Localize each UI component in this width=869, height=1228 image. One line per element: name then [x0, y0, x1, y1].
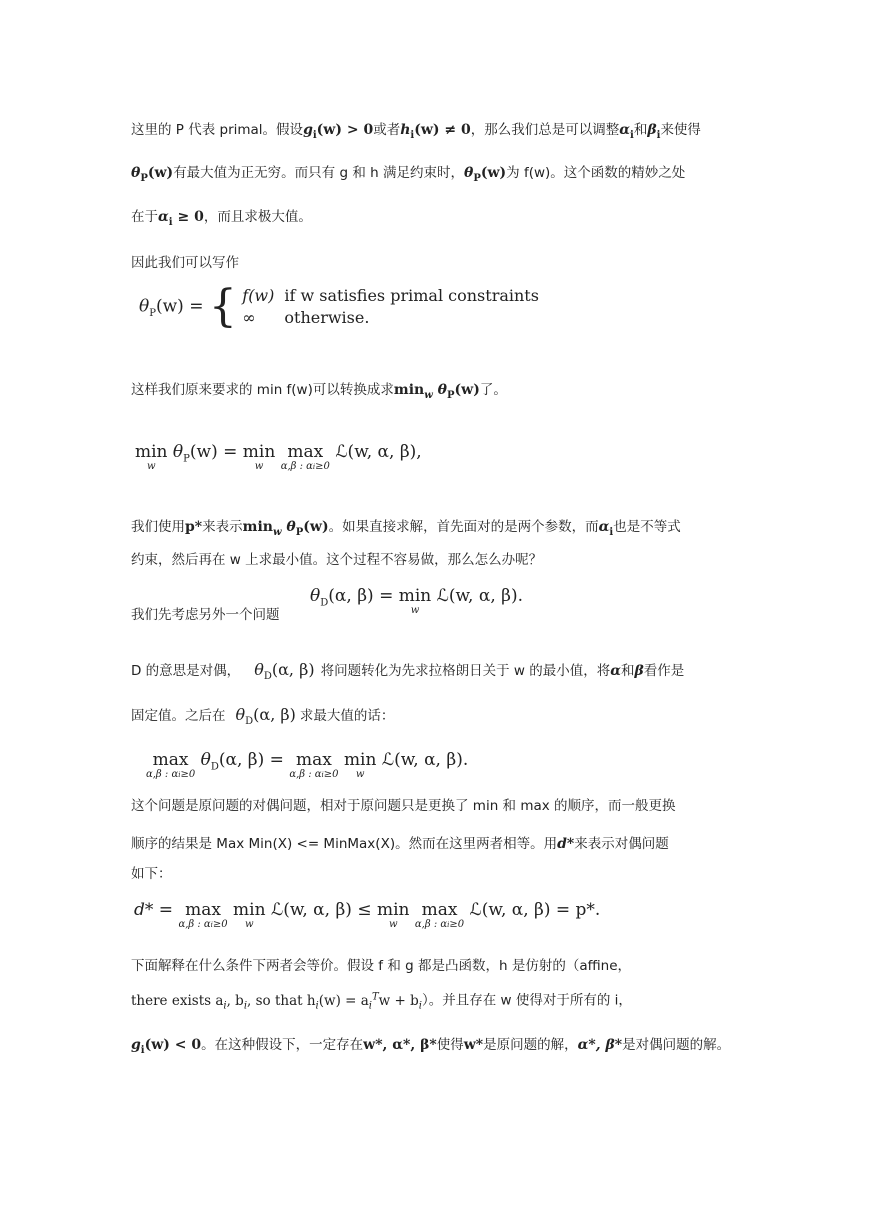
op-text: min: [242, 442, 276, 462]
math-sub: i: [140, 1044, 145, 1056]
math-g-symbol: g: [131, 1037, 141, 1053]
math-theta: θ: [131, 165, 141, 181]
math-min-theta: [242, 519, 329, 538]
op-min: [243, 442, 276, 472]
op-text: min: [135, 442, 168, 462]
op-text: max: [296, 750, 332, 770]
math-sub: i: [609, 526, 614, 538]
math-sub: i: [223, 1000, 227, 1012]
eq-sub: D: [320, 597, 329, 609]
op-under: [281, 462, 330, 472]
op-under-ge: ≥0: [315, 461, 330, 472]
text: 使得: [436, 1037, 464, 1053]
op-under: [178, 920, 227, 930]
text: 这样我们原来要求的 min f(w)可以转换成求: [131, 382, 394, 398]
op-min: [377, 900, 410, 930]
text: 和: [633, 122, 648, 138]
paragraph-primal-line2: [131, 163, 741, 189]
text: 这里的 P 代表 primal。假设: [131, 122, 304, 138]
op-min: [233, 900, 266, 930]
math-h-inline: [400, 122, 471, 141]
op-under: [415, 920, 464, 930]
op-under-ge: ≥0: [449, 919, 465, 930]
math-sub: i: [243, 1000, 248, 1012]
case-condition: otherwise.: [284, 308, 370, 327]
eq-theta: θ: [310, 586, 321, 606]
paragraph-dual-meaning-line2: [131, 705, 741, 732]
math-sub: D: [245, 716, 254, 728]
text: 顺序的结果是 Max Min(X) <= MinMax(X)。然而在这里两者相等。用: [131, 836, 558, 852]
math-sub: i: [312, 129, 317, 141]
op-under-sub: i: [312, 463, 316, 471]
math-alpha-inline: [598, 519, 614, 538]
eq-mid: (α, β) =: [218, 750, 284, 770]
math-theta: θ: [463, 165, 474, 181]
op-under-ge: ≥0: [180, 769, 196, 780]
case-row: [242, 285, 549, 307]
paragraph-conditions-line2: [131, 987, 741, 1016]
equation-min-max-lagrangian: [135, 442, 422, 472]
math-affine: there exists $a_i$, $b_i$, so that $h_i(w) = a_i^Tw + b_i$: [131, 991, 422, 1012]
math-g-inline: [303, 122, 374, 141]
text: ）。并且存在 w 使得对于所有的 i，: [421, 992, 632, 1009]
math-rest: ≥ 0: [172, 209, 204, 225]
text: ，那么我们总是可以调整: [470, 122, 620, 138]
math-rest: (w) < 0: [144, 1037, 202, 1053]
math-optimal-vars: w*, α*, β*: [363, 1037, 437, 1053]
math-sub: w: [272, 526, 282, 538]
eq-mid: (α, β) =: [328, 586, 394, 606]
math-theta: θ: [254, 660, 264, 679]
text: 也是不等式: [613, 519, 681, 535]
op-max: [415, 900, 464, 930]
op-max: [146, 750, 195, 780]
math-sub: i: [630, 129, 634, 141]
math-d-star: d*: [557, 836, 575, 852]
math-sub: P: [447, 389, 455, 401]
text: 。如果直接求解，首先面对的是两个参数，而: [328, 519, 599, 535]
math-alpha: α: [158, 209, 169, 225]
equation-dual-problem: [146, 750, 468, 780]
op-min: [399, 586, 432, 616]
math-rest: (w): [303, 519, 329, 535]
math-alpha: α: [598, 519, 610, 535]
op-under-sub: i: [321, 771, 324, 779]
math-beta: β: [647, 122, 657, 138]
math-theta-p-inline: [131, 165, 174, 184]
op-under-text: α,β : α: [280, 461, 313, 472]
math-sub: P: [473, 172, 481, 184]
paragraph-conditions-line3: [131, 1035, 741, 1061]
op-under: w: [245, 919, 254, 930]
op-text: min: [343, 750, 377, 770]
paragraph-dual-explain: 这个问题是原问题的对偶问题，相对于原问题只是更换了 min 和 max 的顺序，而一般更换: [131, 798, 676, 814]
op-under-ge: ≥0: [323, 769, 339, 780]
text: 看作是: [643, 663, 685, 679]
math-text: , so that h: [247, 992, 316, 1009]
left-brace-icon: {: [208, 281, 237, 332]
math-min: min: [242, 519, 273, 535]
math-w-star: w*: [463, 1037, 484, 1053]
math-min: min: [393, 382, 425, 398]
math-alpha-ge-zero: [158, 209, 204, 228]
math-rest: (w) > 0: [316, 122, 374, 138]
paragraph-p-star-line2: 约束，然后再在 w 上求最小值。这个过程不容易做，那么怎么办呢？: [131, 552, 543, 568]
math-sub: w: [424, 389, 433, 401]
text: 固定值。之后在: [131, 708, 226, 724]
eq-sub: P: [149, 307, 156, 319]
op-under: w: [388, 919, 398, 930]
op-under: w: [254, 461, 264, 472]
op-under-sub: i: [210, 921, 213, 929]
text: 有最大值为正无穷。而只有 g 和 h 满足约束时，: [173, 165, 464, 181]
math-theta: θ: [286, 519, 296, 535]
math-text: , b: [226, 992, 244, 1009]
math-text: there exists a: [131, 992, 224, 1009]
paragraph-dual-explain-line3: 如下：: [131, 866, 172, 882]
op-under: w: [410, 605, 420, 616]
math-sub: i: [656, 129, 661, 141]
math-rest: (w): [147, 165, 174, 181]
math-theta-d-inline: $\theta_D(\alpha$, β): [254, 660, 315, 683]
text: 或者: [373, 122, 401, 138]
op-max: [178, 900, 227, 930]
equation-weak-duality: [134, 900, 600, 930]
op-under-text: α,β : α: [178, 919, 211, 930]
math-beta-inline: [647, 122, 661, 141]
paragraph-p-star: [131, 517, 741, 543]
text: 是原问题的解，: [483, 1037, 578, 1053]
op-under-text: α,β : α: [414, 919, 448, 930]
op-text: max: [185, 900, 221, 920]
math-p-star: p*: [185, 519, 203, 535]
op-under-sub: i: [178, 771, 181, 779]
math-sub: D: [263, 671, 272, 683]
math-alpha-beta-star: α*, β*: [577, 1037, 623, 1053]
math-theta-p-inline-2: [463, 165, 507, 184]
math-rest: (w): [480, 165, 507, 181]
op-text: min: [377, 900, 410, 920]
eq-lhs-rest: (w) =: [155, 296, 204, 317]
paragraph-consider: 我们先考虑另外一个问题: [131, 607, 280, 623]
paragraph-convert: [131, 380, 741, 406]
math-sub: i: [418, 1000, 422, 1012]
case-value: f(w): [242, 286, 275, 305]
math-sub: i: [368, 1000, 372, 1012]
math-theta: θ: [437, 382, 448, 398]
text: 我们使用: [131, 519, 185, 535]
op-under-text: α,β : α: [289, 769, 322, 780]
op-under-text: α,β : α: [146, 769, 179, 780]
eq-d-star: d* =: [134, 900, 174, 920]
math-sub: i: [168, 216, 173, 228]
op-text: max: [421, 900, 458, 920]
eq-sub: P: [183, 453, 190, 465]
text: 和: [620, 663, 635, 679]
eq-theta: θ: [200, 750, 211, 770]
op-min: [135, 442, 168, 472]
eq-lagrangian: ℒ(w, α, β),: [335, 442, 422, 462]
eq-lagrangian: ℒ(w, α, β).: [381, 750, 469, 770]
cases-table: [242, 285, 549, 329]
op-text: min: [398, 586, 432, 606]
math-beta: β: [634, 663, 644, 679]
math-sub: i: [315, 1000, 319, 1012]
math-g-symbol: g: [303, 122, 313, 138]
eq-sub: D: [210, 761, 219, 773]
op-max: [289, 750, 338, 780]
math-sub: P: [295, 526, 304, 538]
op-text: max: [287, 442, 324, 462]
math-rest: (w) ≠ 0: [414, 122, 471, 138]
op-under: w: [355, 769, 365, 780]
math-alpha: α: [610, 663, 621, 679]
paragraph-primal-line3: [131, 207, 741, 233]
math-text: w + b: [378, 992, 419, 1009]
case-value: ∞: [242, 308, 256, 327]
text: 在于: [131, 209, 158, 225]
op-min: [344, 750, 377, 780]
text: 。在这种假设下，一定存在: [201, 1037, 364, 1053]
eq-mid: (w) =: [189, 442, 238, 462]
text: 来使得: [660, 122, 701, 138]
math-g-lt-zero: [131, 1037, 202, 1056]
text: 来表示: [202, 519, 243, 535]
math-alpha: α: [619, 122, 631, 138]
equation-theta-d: [310, 586, 523, 616]
op-text: min: [233, 900, 266, 920]
math-sub: P: [140, 172, 148, 184]
op-under: w: [146, 461, 156, 472]
text: ，而且求极大值。: [203, 209, 312, 225]
paragraph-conditions: 下面解释在什么条件下两者会等价。假设 f 和 g 都是凸函数，h 是仿射的（affine，: [131, 958, 632, 974]
op-under-ge: ≥0: [212, 919, 228, 930]
eq-end: ℒ(w, α, β) = p*.: [469, 900, 601, 920]
eq-lagrangian: ℒ(w, α, β).: [436, 586, 524, 606]
text: 为 f(w)。这个函数的精妙之处: [506, 165, 686, 181]
eq-theta: θ: [172, 442, 184, 462]
paragraph-dual-explain-line2: [131, 834, 741, 854]
text: 求最大值的话：: [299, 708, 395, 724]
eq-theta: θ: [139, 296, 150, 317]
text: 是对偶问题的解。: [622, 1037, 731, 1053]
math-h-symbol: h: [400, 122, 411, 138]
math-theta-d-inline: $\theta_D(\alpha$, β): [235, 705, 296, 728]
op-under: [146, 770, 195, 780]
case-condition: if w satisfies primal constraints: [284, 286, 539, 305]
paragraph-dual-meaning: [131, 660, 741, 687]
text: 将问题转化为先求拉格朗日关于 w 的最小值，将: [320, 663, 611, 679]
math-text: (w) = a: [318, 992, 369, 1009]
math-rest: (w): [454, 382, 480, 398]
op-text: max: [152, 750, 189, 770]
math-min-theta: [393, 382, 480, 401]
op-under: [289, 770, 338, 780]
eq-mid: ℒ(w, α, β) ≤: [270, 900, 372, 920]
paragraph-therefore: 因此我们可以写作: [131, 255, 239, 271]
math-sub: i: [410, 129, 415, 141]
case-row: [242, 307, 549, 329]
op-under-sub: i: [447, 921, 450, 929]
op-max: [281, 442, 330, 472]
math-alpha-inline: [619, 122, 634, 141]
text: D 的意思是对偶，: [131, 663, 241, 679]
equation-theta-p-cases: [139, 281, 549, 332]
text: 来表示对偶问题: [574, 836, 669, 852]
paragraph-primal-intro: [131, 120, 741, 146]
math-theta: θ: [235, 705, 246, 724]
text: 了。: [479, 382, 507, 398]
